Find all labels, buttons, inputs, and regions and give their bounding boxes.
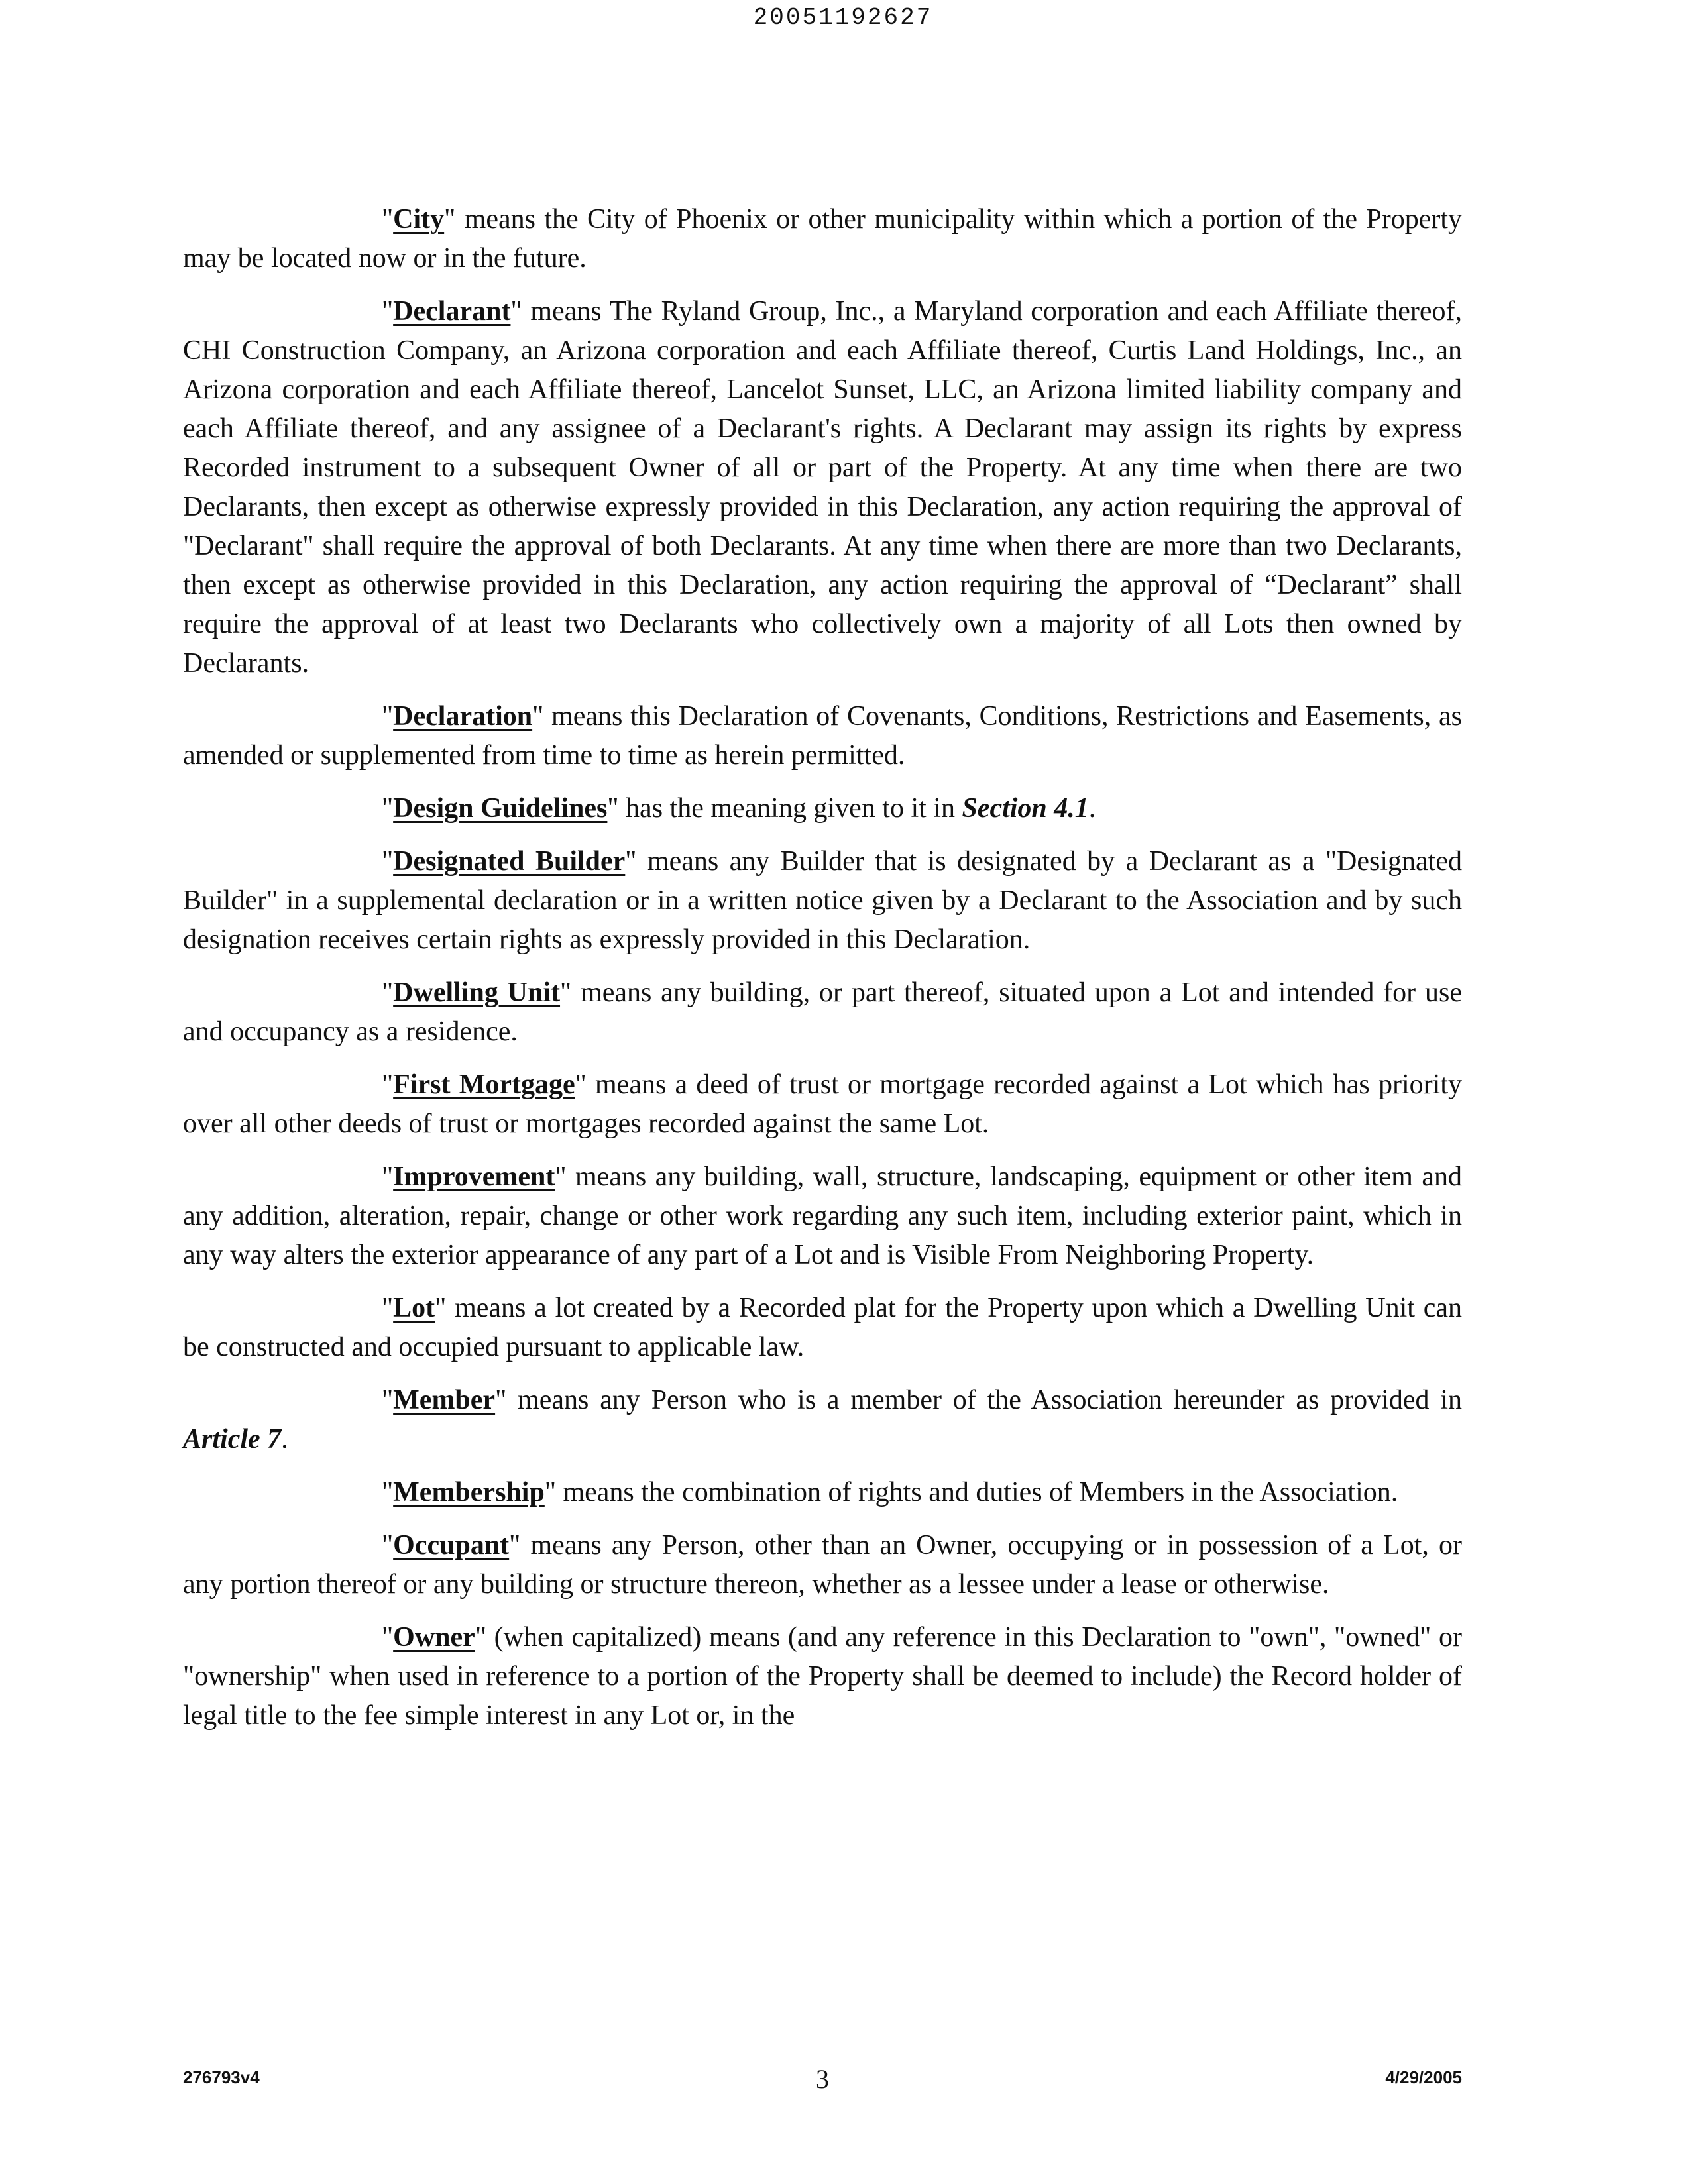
definition-owner: "Owner" (when capitalized) means (and any reference in this Declaration to "own", "owned" or "ownership" when used in reference to a portion of the Property shall be deemed to include) the Record holder of legal title to the fee simple interest in any Lot or, in the xyxy=(183,1622,1462,1731)
definition-lot: "Lot" means a lot created by a Recorded plat for the Property upon which a Dwelling Unit can be constructed and occupied pursuant to applicable law. xyxy=(183,1293,1462,1362)
definition-term: Designated Builder xyxy=(393,846,626,877)
definition-term: First Mortgage xyxy=(393,1069,575,1100)
page-number: 3 xyxy=(816,2064,829,2094)
definition-designated-builder: "Designated Builder" means any Builder that is designated by a Declarant as a "Designated Builder" in a supplemental declaration or in a written notice given by a Declarant to the Association and by such designation receives certain rights as expressly provided in this Declaration. xyxy=(183,846,1462,955)
section-reference: Section 4.1 xyxy=(962,793,1089,824)
definition-term: Design Guidelines xyxy=(393,793,608,824)
document-date: 4/29/2005 xyxy=(1385,2067,1462,2087)
definition-design-guidelines: "Design Guidelines" has the meaning given to it in Section 4.1. xyxy=(382,793,1096,824)
definition-member: "Member" means any Person who is a member of the Association hereunder as provided in Article 7. xyxy=(183,1385,1462,1454)
definition-text: means this Declaration of Covenants, Conditions, Restrictions and Easements, as amended or supplemented from time to time as herein permitted. xyxy=(183,701,1462,771)
definition-occupant: "Occupant" means any Person, other than an Owner, occupying or in possession of a Lot, or any portion thereof or any building or structure thereon, whether as a lessee under a lease or otherwise. xyxy=(183,1530,1462,1600)
definition-text: means a deed of trust or mortgage recorded against a Lot which has priority over all other deeds of trust or mortgages recorded against the same Lot. xyxy=(183,1069,1462,1139)
definition-text: means any building, wall, structure, landscaping, equipment or other item and any addition, alteration, repair, change or other work regarding any such item, including exterior paint, which in any way alters the exterior appearance of any part of a Lot and is Visible From Neighboring Property. xyxy=(183,1162,1462,1270)
definition-city: "City" means the City of Phoenix or other municipality within which a portion of the Property may be located now or in the future. xyxy=(183,204,1462,274)
definition-membership: "Membership" means the combination of rights and duties of Members in the Association. xyxy=(382,1477,1398,1507)
definition-term: Dwelling Unit xyxy=(393,977,561,1008)
definition-term: Improvement xyxy=(393,1162,555,1192)
document-version: 276793v4 xyxy=(183,2067,260,2087)
definition-term: Owner xyxy=(393,1622,475,1653)
definition-declaration: "Declaration" means this Declaration of Covenants, Conditions, Restrictions and Easements, as amended or supplemented from time to time as herein permitted. xyxy=(183,701,1462,771)
definition-term: Declaration xyxy=(393,701,533,732)
definitions-section xyxy=(183,200,1462,1749)
definition-text: means a lot created by a Recorded plat for the Property upon which a Dwelling Unit can be constructed and occupied pursuant to applicable law. xyxy=(183,1293,1462,1362)
definition-term: Lot xyxy=(393,1293,435,1323)
definition-text: means any Person, other than an Owner, occupying or in possession of a Lot, or any portion thereof or any building or structure thereon, whether as a lessee under a lease or otherwise. xyxy=(183,1530,1462,1600)
definition-text: means any Person who is a member of the Association hereunder as provided in xyxy=(506,1385,1462,1415)
definition-text-after: . xyxy=(1088,793,1096,824)
definition-first-mortgage: "First Mortgage" means a deed of trust or mortgage recorded against a Lot which has priority over all other deeds of trust or mortgages recorded against the same Lot. xyxy=(183,1069,1462,1139)
definition-text-after: . xyxy=(281,1424,288,1454)
definition-term: Declarant xyxy=(393,296,511,327)
definition-improvement: "Improvement" means any building, wall, structure, landscaping, equipment or other item and any addition, alteration, repair, change or other work regarding any such item, including exterior paint, which in any way alters the exterior appearance of any part of a Lot and is Visible From Neighboring Property. xyxy=(183,1162,1462,1270)
document-number: 20051192627 xyxy=(753,4,933,31)
definition-term: City xyxy=(393,204,445,235)
definition-text: has the meaning given to it in xyxy=(618,793,962,824)
definition-text: means any Builder that is designated by a Declarant as a "Designated Builder" in a supplemental declaration or in a written notice given by a Declarant to the Association and by such designation receives certain rights as expressly provided in this Declaration. xyxy=(183,846,1462,955)
definition-term: Occupant xyxy=(393,1530,510,1560)
definition-text: (when capitalized) means (and any reference in this Declaration to "own", "owned" or "ownership" when used in reference to a portion of the Property shall be deemed to include) the Record holder of legal title to the fee simple interest in any Lot or, in the xyxy=(183,1622,1462,1731)
definition-text: means the City of Phoenix or other municipality within which a portion of the Property may be located now or in the future. xyxy=(183,204,1462,274)
page-footer xyxy=(183,2064,1462,2094)
definition-text: means any building, or part thereof, situated upon a Lot and intended for use and occupancy as a residence. xyxy=(183,977,1463,1047)
definition-term: Member xyxy=(393,1385,496,1415)
definition-text: means The Ryland Group, Inc., a Maryland corporation and each Affiliate thereof, CHI Construction Company, an Arizona corporation and each Affiliate thereof, Curtis Land Holdings, Inc., an Arizona corporation and each Affiliate thereof, Lancelot Sunset, LLC, an Arizona limited liability company and each Affiliate thereof, and any assignee of a Declarant's rights. A Declarant may assign its rights by express Recorded instrument to a subsequent Owner of all or part of the Property. At any time when there are two Declarants, then except as otherwise expressly provided in this Declaration, any action requiring the approval of "Declarant" shall require the approval of both Declarants. At any time when there are more than two Declarants, then except as otherwise provided in this Declaration, any action requiring the approval of “Declarant” shall require the approval of at least two Declarants who collectively own a majority of all Lots then owned by Declarants. xyxy=(183,296,1462,679)
definition-declarant: "Declarant" means The Ryland Group, Inc., a Maryland corporation and each Affiliate thereof, CHI Construction Company, an Arizona corporation and each Affiliate thereof, Curtis Land Holdings, Inc., an Arizona corporation and each Affiliate thereof, Lancelot Sunset, LLC, an Arizona limited liability company and each Affiliate thereof, and any assignee of a Declarant's rights. A Declarant may assign its rights by express Recorded instrument to a subsequent Owner of all or part of the Property. At any time when there are two Declarants, then except as otherwise expressly provided in this Declaration, any action requiring the approval of "Declarant" shall require the approval of both Declarants. At any time when there are more than two Declarants, then except as otherwise provided in this Declaration, any action requiring the approval of “Declarant” shall require the approval of at least two Declarants who collectively own a majority of all Lots then owned by Declarants. xyxy=(183,296,1462,679)
definition-text: means the combination of rights and duties of Members in the Association. xyxy=(555,1477,1398,1507)
definition-dwelling-unit: "Dwelling Unit" means any building, or part thereof, situated upon a Lot and intended for use and occupancy as a residence. xyxy=(183,977,1463,1047)
definition-term: Membership xyxy=(393,1477,545,1507)
article-reference: Article 7 xyxy=(183,1424,282,1454)
